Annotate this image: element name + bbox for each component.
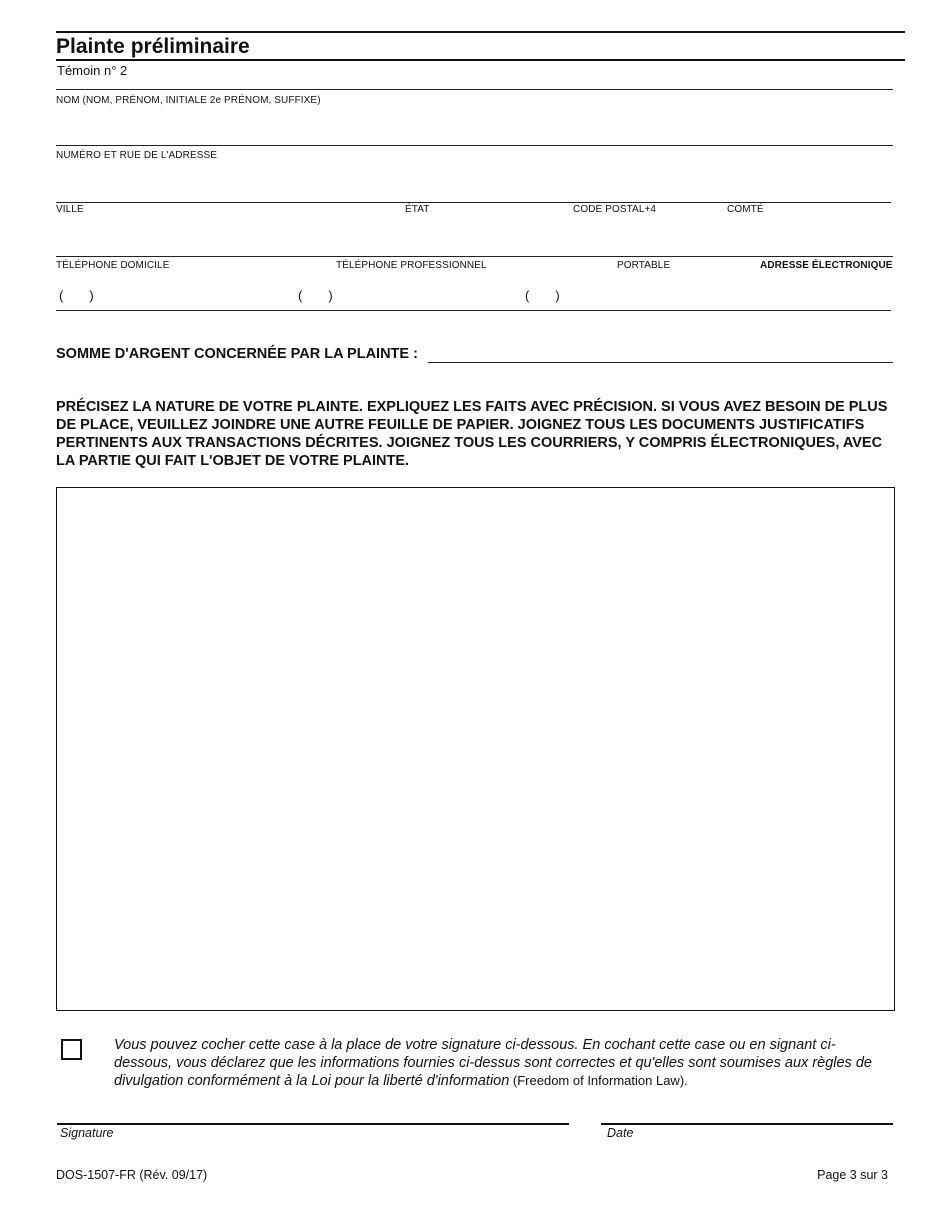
paren-open: (: [525, 288, 530, 303]
work-phone-area-code[interactable]: [298, 288, 333, 303]
name-label: NOM (NOM, PRÉNOM, INITIALE 2e PRÉNOM, SUFFIXE): [56, 95, 321, 106]
phone-top-line: [56, 256, 893, 257]
form-id: DOS-1507-FR (Rév. 09/17): [56, 1168, 208, 1182]
page-title: Plainte préliminaire: [56, 35, 250, 58]
complaint-narrative-box[interactable]: [56, 487, 895, 1011]
amount-field[interactable]: [428, 362, 893, 363]
name-line: [56, 89, 893, 90]
paren-close: ): [555, 288, 560, 303]
date-label: Date: [607, 1126, 634, 1140]
certification-statement: Vous pouvez cocher cette case à la place de votre signature ci-dessous. En cochant cette case ou en signant ci-dessous, vous déclarez que les informations fournies ci-dessus sont correctes et qu'elles sont soumises aux règles de divulgation conformément à la Loi pour la liberté d'information: [114, 1037, 872, 1089]
email-label: ADRESSE ÉLECTRONIQUE: [760, 260, 893, 271]
address-field[interactable]: [56, 163, 893, 201]
foil-reference: (Freedom of Information Law).: [509, 1073, 688, 1088]
paren-open: (: [298, 288, 303, 303]
page-number: Page 3 sur 3: [817, 1168, 888, 1182]
amount-label: SOMME D'ARGENT CONCERNÉE PAR LA PLAINTE :: [56, 346, 418, 362]
state-field[interactable]: [390, 217, 560, 255]
state-label: ÉTAT: [405, 204, 430, 215]
paren-close: ): [89, 288, 94, 303]
complaint-instructions: PRÉCISEZ LA NATURE DE VOTRE PLAINTE. EXPLIQUEZ LES FAITS AVEC PRÉCISION. SI VOUS AVEZ BESOIN DE PLUS DE PLACE, VEUILLEZ JOINDRE UNE AUTRE FEUILLE DE PAPIER. JOIGNEZ TOUS LES DOCUMENTS JUSTIFICATIFS PERTINENTS AUX TRANSACTIONS DÉCRITES. JOIGNEZ TOUS LES COURRIERS, Y COMPRIS ÉLECTRONIQUES, AVEC LA PARTIE QUI FAIT L'OBJET DE VOTRE PLAINTE.: [56, 399, 888, 469]
mobile-label: PORTABLE: [617, 260, 671, 271]
title-rule: [56, 59, 905, 61]
city-field[interactable]: [56, 217, 386, 255]
home-phone-label: TÉLÉPHONE DOMICILE: [56, 260, 170, 271]
name-field[interactable]: [56, 108, 893, 144]
county-field[interactable]: [724, 217, 891, 255]
email-field[interactable]: [724, 272, 891, 308]
address-line: [56, 145, 893, 146]
signature-line[interactable]: [57, 1123, 569, 1125]
certification-checkbox[interactable]: [61, 1039, 82, 1060]
top-rule: [56, 31, 905, 33]
home-phone-area-code[interactable]: [59, 288, 94, 303]
paren-open: (: [59, 288, 64, 303]
paren-close: ): [328, 288, 333, 303]
county-label: COMTÉ: [727, 204, 764, 215]
witness-number: Témoin n° 2: [57, 63, 128, 78]
certification-text: [114, 1036, 886, 1090]
date-line[interactable]: [601, 1123, 893, 1125]
address-label: NUMÉRO ET RUE DE L'ADRESSE: [56, 150, 218, 161]
phone-bottom-line: [56, 310, 891, 311]
mobile-area-code[interactable]: [525, 288, 560, 303]
work-phone-label: TÉLÉPHONE PROFESSIONNEL: [336, 260, 487, 271]
signature-label: Signature: [60, 1126, 114, 1140]
city-line: [56, 202, 891, 203]
zip-field[interactable]: [565, 217, 720, 255]
zip-label: CODE POSTAL+4: [573, 204, 657, 215]
city-label: VILLE: [56, 204, 84, 215]
